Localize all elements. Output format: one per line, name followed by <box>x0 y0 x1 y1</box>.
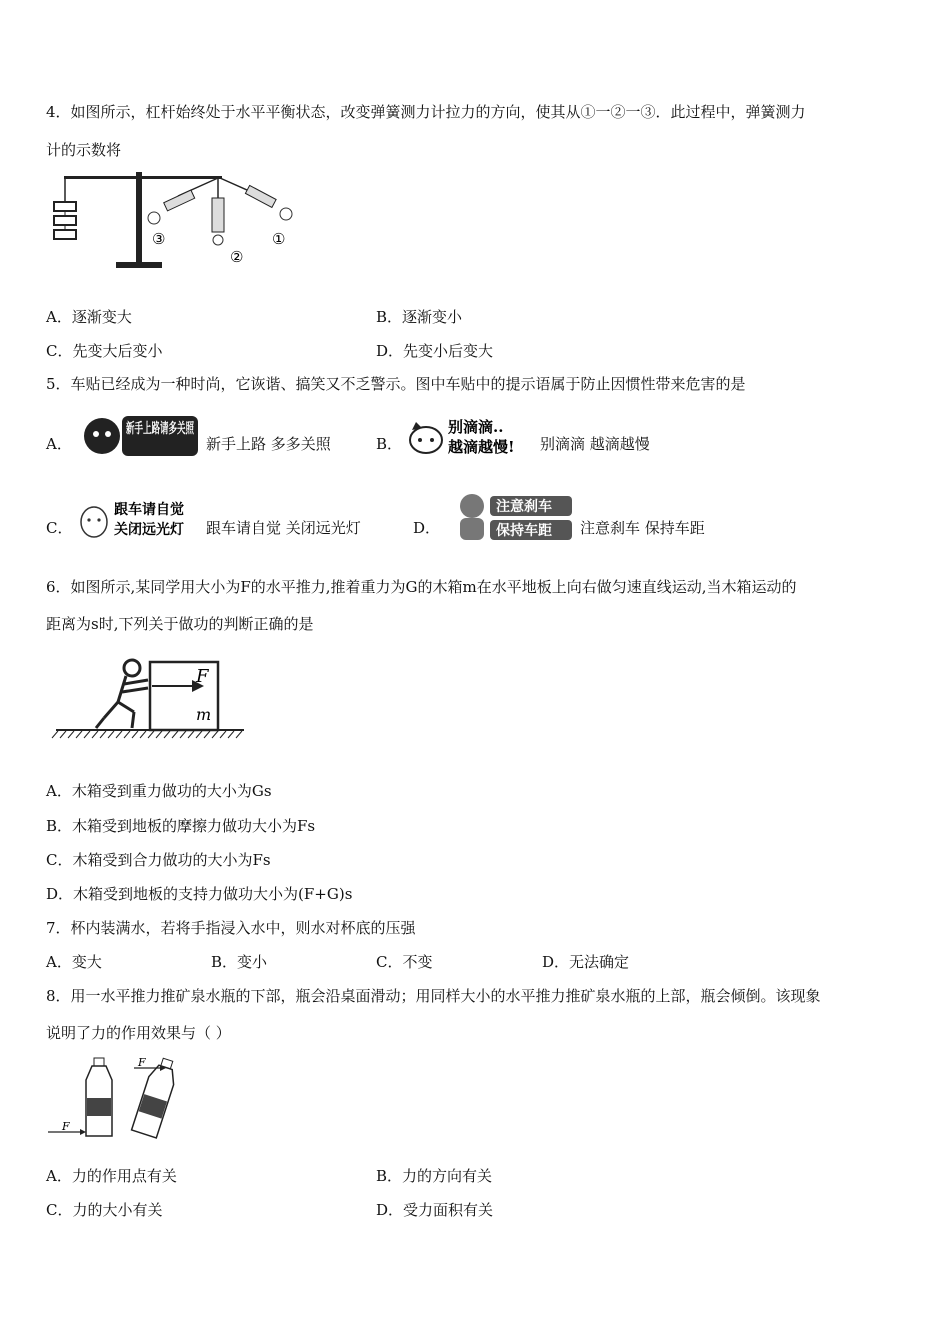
lever-spring-scale-figure <box>48 168 298 272</box>
label-2: ② <box>230 248 244 266</box>
sticker-c-line2: 关闭远光灯 <box>114 522 184 538</box>
q5-option-b-text: 别滴滴 越滴越慢 <box>540 435 650 453</box>
q6-option-b[interactable]: B．木箱受到地板的摩擦力做功大小为Fs <box>46 817 316 835</box>
q4-option-c[interactable]: C．先变大后变小 <box>46 342 163 360</box>
force-bottom-label: F <box>62 1120 70 1133</box>
sticker-b-image <box>406 412 538 462</box>
force-label: F <box>196 666 209 687</box>
sticker-d-line2: 保持车距 <box>496 523 552 539</box>
q5-stem: 5．车贴已经成为一种时尚，它诙谐、搞笑又不乏警示。图中车贴中的提示语属于防止因惯性带来危害的是 <box>46 375 746 393</box>
q6-stem-line1: 6．如图所示,某同学用大小为F的水平推力,推着重力为G的木箱m在水平地板上向右做匀速直线运动,当木箱运动的 <box>46 578 797 596</box>
q6-stem-line2: 距离为s时,下列关于做功的判断正确的是 <box>46 615 314 633</box>
q4-stem-line1: 4．如图所示，杠杆始终处于水平平衡状态，改变弹簧测力计拉力的方向，使其从①一②一③．此过程中，弹簧测力 <box>46 103 806 121</box>
q8-option-c[interactable]: C．力的大小有关 <box>46 1201 163 1219</box>
label-1: ① <box>272 230 286 248</box>
q5-option-c-label[interactable]: C． <box>46 519 73 537</box>
sticker-c-image <box>76 496 202 544</box>
q7-option-b[interactable]: B．变小 <box>211 953 268 971</box>
q4-option-d[interactable]: D．先变小后变大 <box>376 342 494 360</box>
sticker-d-image <box>452 490 576 544</box>
q6-option-d[interactable]: D．木箱受到地板的支持力做功大小为(F+G)s <box>46 885 353 903</box>
q5-option-d-text: 注意刹车 保持车距 <box>580 519 705 537</box>
force-top-label: F <box>138 1056 146 1069</box>
q8-stem-line1: 8．用一水平推力推矿泉水瓶的下部，瓶会沿桌面滑动；用同样大小的水平推力推矿泉水瓶的上部，瓶会倾倒。该现象 <box>46 987 821 1005</box>
push-box-figure <box>52 654 248 744</box>
q8-stem-line2: 说明了力的作用效果与（ ） <box>46 1024 231 1042</box>
q5-option-a-text: 新手上路 多多关照 <box>206 435 331 453</box>
q5-option-c-text: 跟车请自觉 关闭远光灯 <box>206 519 361 537</box>
q4-option-b[interactable]: B．逐渐变小 <box>376 308 463 326</box>
q7-option-a[interactable]: A．变大 <box>46 953 102 971</box>
q6-option-a[interactable]: A．木箱受到重力做功的大小为Gs <box>46 782 272 800</box>
q8-option-d[interactable]: D．受力面积有关 <box>376 1201 494 1219</box>
q8-option-a[interactable]: A．力的作用点有关 <box>46 1167 177 1185</box>
q7-option-c[interactable]: C．不变 <box>376 953 433 971</box>
q5-option-a-label[interactable]: A． <box>46 435 72 453</box>
sticker-a-image <box>80 412 238 462</box>
sticker-a-text: 新手上路请多关照 <box>126 421 238 437</box>
sticker-b-line1: 别滴滴.. <box>448 418 504 436</box>
q7-option-d[interactable]: D．无法确定 <box>542 953 630 971</box>
label-3: ③ <box>152 230 166 248</box>
q8-option-b[interactable]: B．力的方向有关 <box>376 1167 493 1185</box>
sticker-d-line1: 注意刹车 <box>496 499 552 515</box>
q5-option-b-label[interactable]: B． <box>376 435 403 453</box>
sticker-c-line1: 跟车请自觉 <box>114 502 184 518</box>
sticker-b-line2: 越滴越慢! <box>448 438 515 456</box>
mass-label: m <box>196 705 212 724</box>
q5-option-d-label[interactable]: D． <box>413 519 441 537</box>
q4-stem-line2: 计的示数将 <box>46 141 122 159</box>
water-bottle-figure <box>46 1054 196 1144</box>
q7-stem: 7．杯内装满水，若将手指浸入水中，则水对杯底的压强 <box>46 919 416 937</box>
q6-option-c[interactable]: C．木箱受到合力做功的大小为Fs <box>46 851 271 869</box>
q4-option-a[interactable]: A．逐渐变大 <box>46 308 132 326</box>
